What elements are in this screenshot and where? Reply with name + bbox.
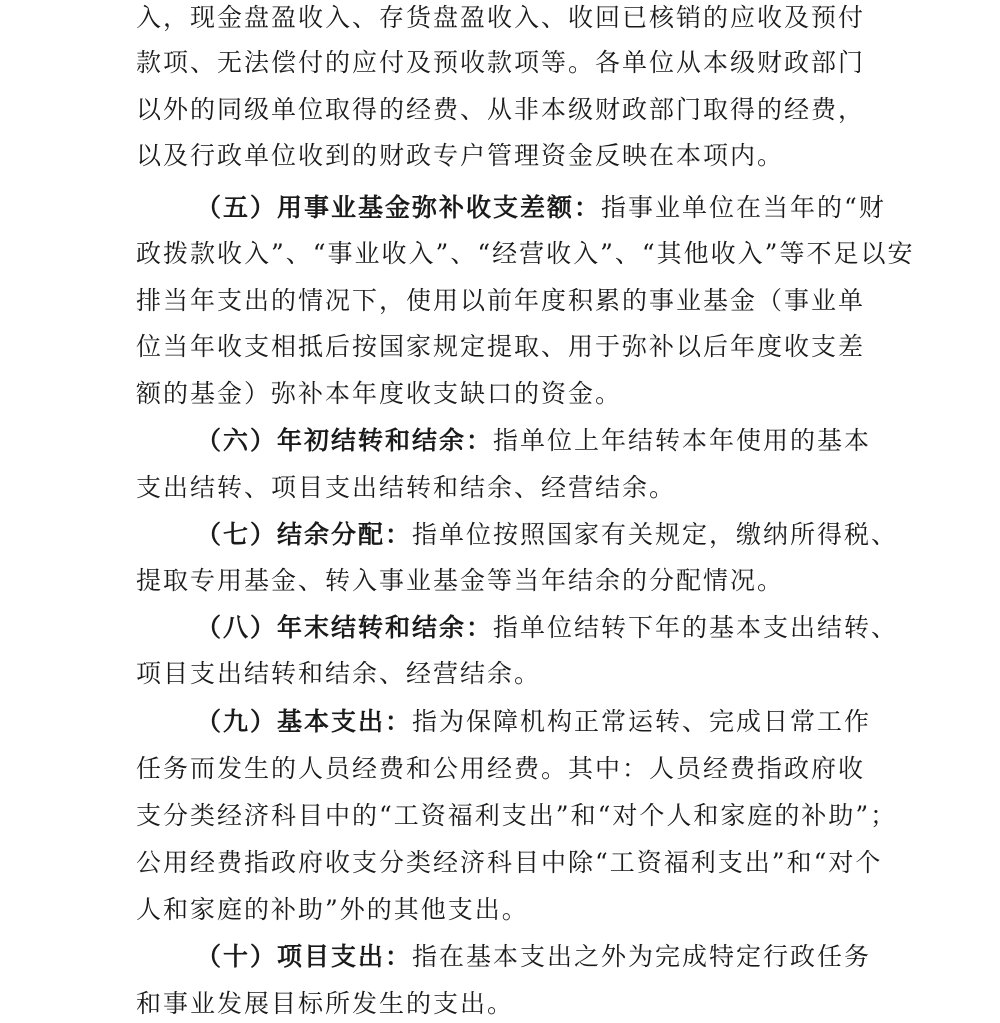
text-line [136, 470, 676, 506]
section-paragraph-start [196, 423, 871, 459]
line-text: 支分类经济科目中的“工资福利支出”和“对个人和家庭的补助”； [136, 801, 898, 830]
line-text: 款项、无法偿付的应付及预收款项等。各单位从本级财政部门 [136, 48, 866, 77]
text-line [136, 563, 784, 599]
text-line [136, 892, 529, 928]
line-text: 位当年收支相抵后按国家规定提取、用于弥补以后年度收支差 [136, 332, 866, 361]
section-paragraph-start [196, 517, 898, 553]
section-paragraph-start [196, 939, 871, 975]
section-paragraph-start [196, 610, 898, 646]
line-text: 排当年支出的情况下，使用以前年度积累的事业基金（事业单 [136, 286, 866, 315]
section-heading: （十）项目支出： [196, 942, 413, 971]
text-line [136, 138, 784, 174]
text-line [136, 656, 541, 692]
text-line [136, 329, 865, 365]
text-line [136, 236, 914, 272]
line-text: 指单位结转下年的基本支出结转、 [493, 613, 899, 642]
text-line [136, 845, 882, 881]
text-line [136, 376, 622, 412]
line-text: 以外的同级单位取得的经费、从非本级财政部门取得的经费， [136, 95, 866, 124]
section-heading: （五）用事业基金弥补收支差额： [196, 193, 602, 222]
text-line [136, 92, 865, 128]
section-heading: （九）基本支出： [196, 707, 413, 736]
line-text: 指事业单位在当年的“财 [601, 193, 886, 222]
line-text: 和事业发展目标所发生的支出。 [136, 989, 515, 1018]
line-text: 任务而发生的人员经费和公用经费。其中：人员经费指政府收 [136, 754, 866, 783]
line-text: 指单位按照国家有关规定，缴纳所得税、 [412, 520, 899, 549]
line-text: 入，现金盘盈收入、存货盘盈收入、收回已核销的应收及预付 [136, 3, 866, 32]
line-text: 公用经费指政府收支分类经济科目中除“工资福利支出”和“对个 [136, 848, 883, 877]
line-text: 指单位上年结转本年使用的基本 [493, 426, 872, 455]
line-text: 政拨款收入”、“事业收入”、“经营收入”、“其他收入”等不足以安 [136, 239, 915, 268]
text-line [136, 986, 514, 1022]
section-paragraph-start [196, 190, 886, 226]
section-paragraph-start [196, 704, 871, 740]
line-text: 支出结转、项目支出结转和结余、经营结余。 [136, 473, 677, 502]
section-heading: （八）年末结转和结余： [196, 613, 494, 642]
line-text: 提取专用基金、转入事业基金等当年结余的分配情况。 [136, 566, 785, 595]
line-text: 项目支出结转和结余、经营结余。 [136, 659, 542, 688]
line-text: 指在基本支出之外为完成特定行政任务 [412, 942, 872, 971]
text-line [136, 0, 865, 36]
line-text: 以及行政单位收到的财政专户管理资金反映在本项内。 [136, 141, 785, 170]
line-text: 人和家庭的补助”外的其他支出。 [136, 895, 529, 924]
section-heading: （七）结余分配： [196, 520, 413, 549]
section-heading: （六）年初结转和结余： [196, 426, 494, 455]
line-text: 额的基金）弥补本年度收支缺口的资金。 [136, 379, 623, 408]
line-text: 指为保障机构正常运转、完成日常工作 [412, 707, 872, 736]
text-line [136, 798, 897, 834]
text-line [136, 751, 865, 787]
text-line [136, 45, 865, 81]
text-line [136, 283, 865, 319]
